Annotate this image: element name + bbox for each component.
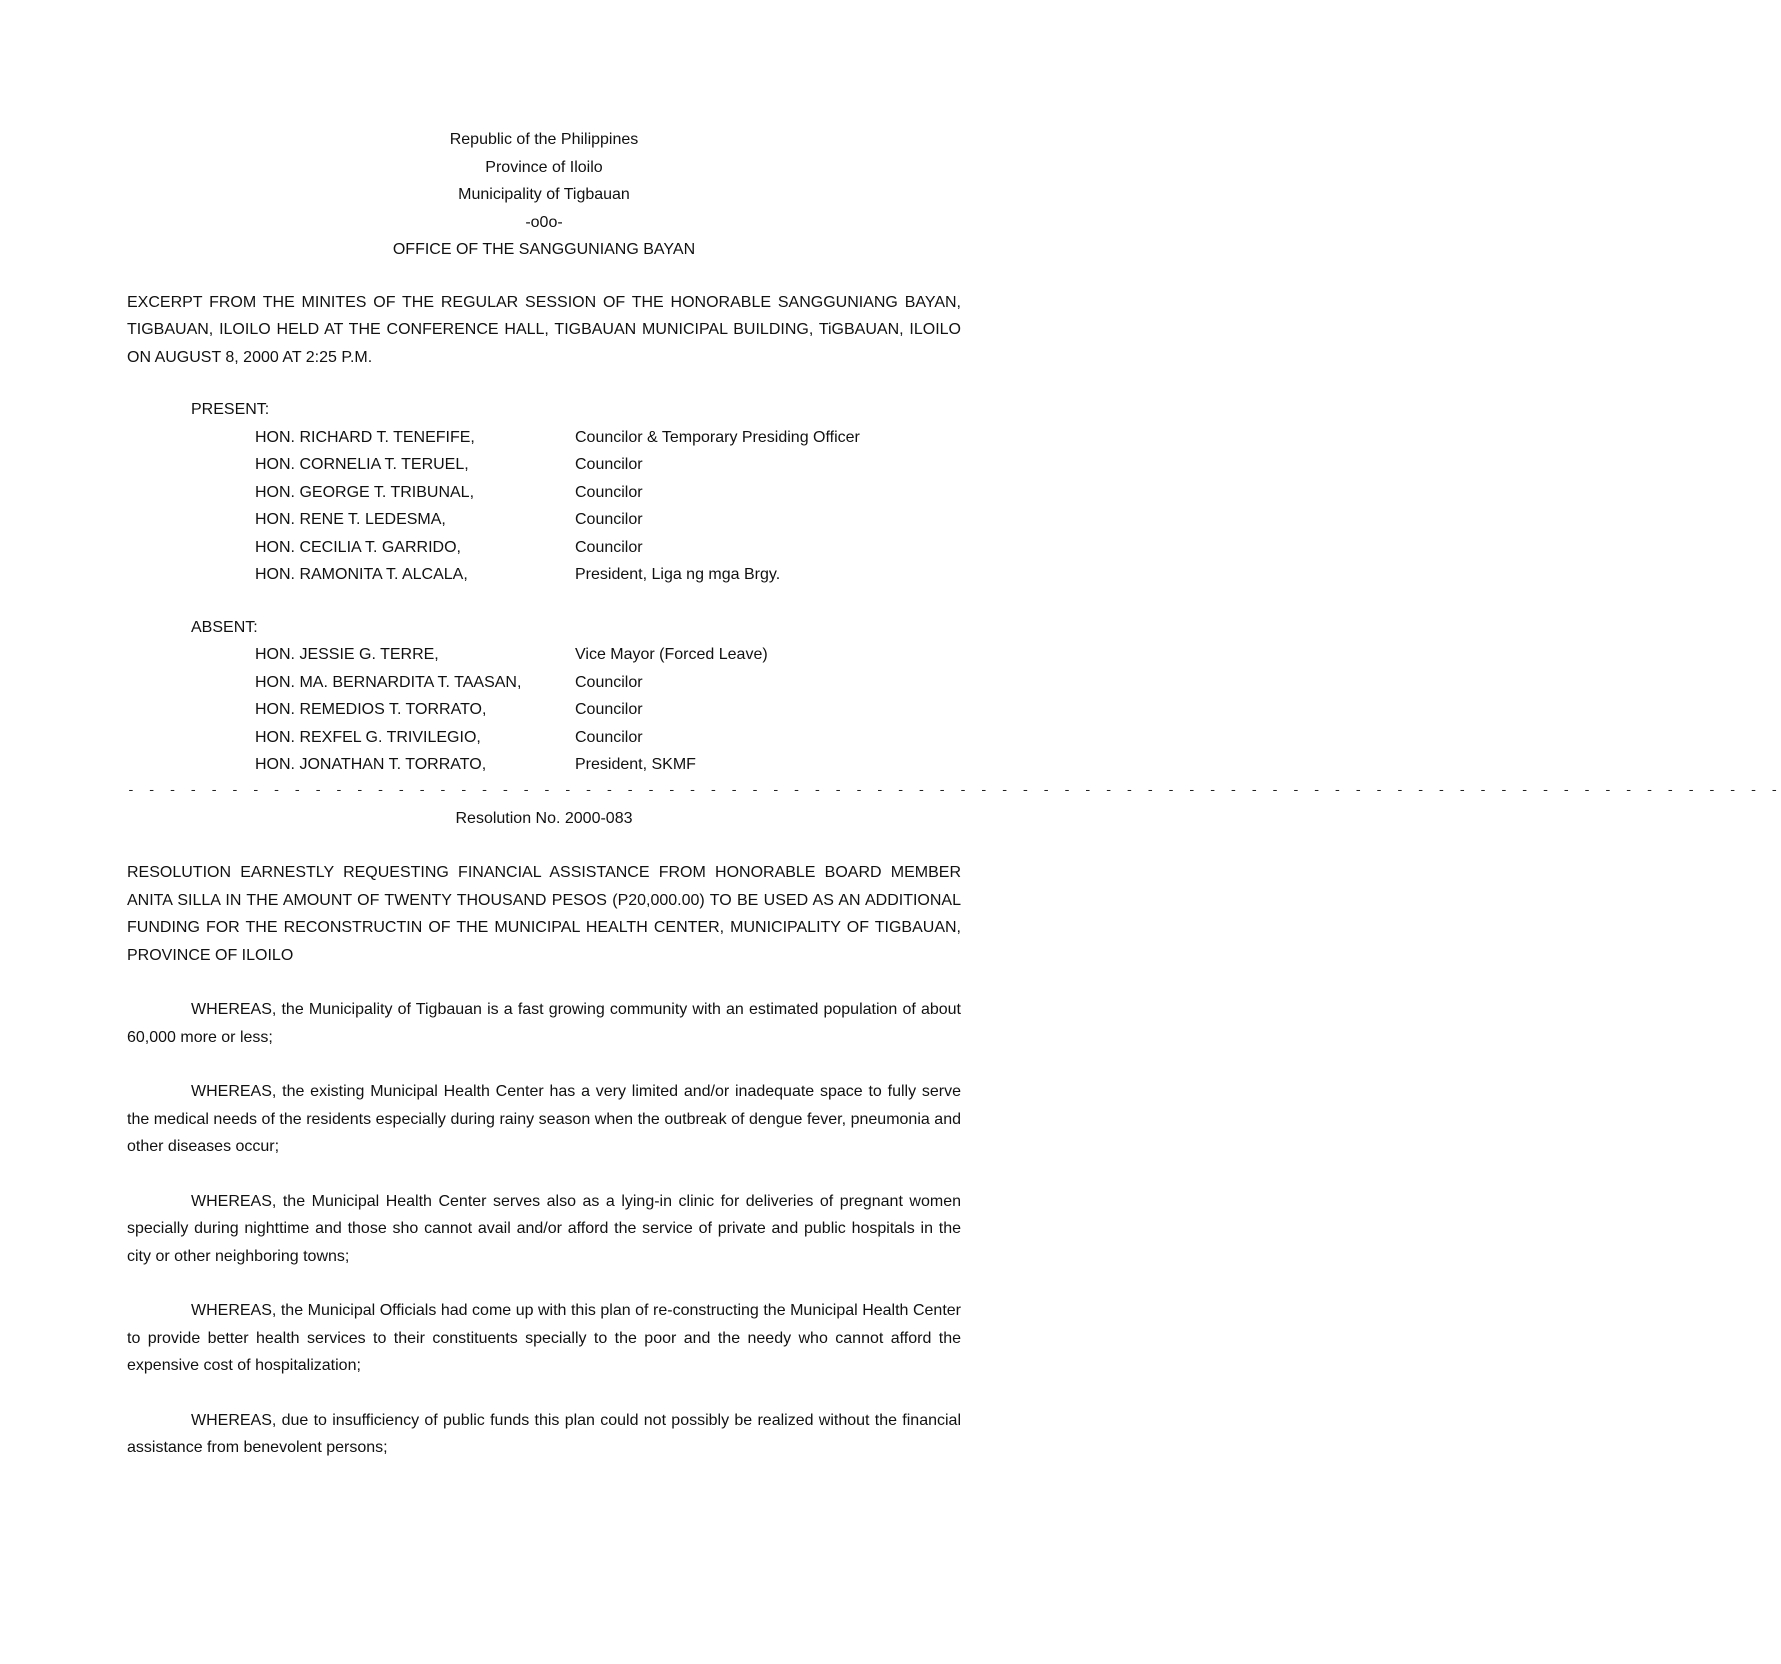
present-section [127, 396, 961, 589]
member-name: HON. REXFEL G. TRIVILEGIO, [255, 728, 481, 746]
member-row [127, 696, 961, 724]
member-name: HON. RENE T. LEDESMA, [255, 511, 446, 528]
member-row [127, 451, 961, 479]
letterhead [127, 126, 961, 264]
header-province: Province of Iloilo [485, 158, 603, 176]
member-position: Councilor [575, 456, 643, 473]
member-name: HON. REMEDIOS T. TORRATO, [255, 701, 487, 718]
whereas-clause: WHEREAS, the Municipal Health Center serves also as a lying-in clinic for deliveries of pregnant women specially during nighttime and those sho cannot avail and/or afford the service of private and public hospitals in the city or other neighboring towns; [127, 1192, 961, 1265]
whereas-clause: WHEREAS, the Municipality of Tigbauan is a fast growing community with an estimated population of about 60,000 more or less; [127, 1001, 961, 1046]
absent-label: ABSENT: [191, 618, 258, 636]
member-row [127, 724, 961, 752]
header-separator: -o0o- [525, 213, 563, 231]
member-position: Vice Mayor (Forced Leave) [575, 646, 768, 663]
absent-section [127, 614, 961, 779]
present-label: PRESENT: [191, 401, 270, 418]
member-position: Councilor [575, 538, 643, 556]
member-position: Councilor [575, 483, 643, 501]
member-row [127, 479, 961, 507]
member-name: HON. JESSIE G. TERRE, [255, 646, 439, 663]
member-name: HON. RICHARD T. TENEFIFE, [255, 428, 475, 446]
whereas-clause: WHEREAS, the existing Municipal Health Center has a very limited and/or inadequate space to fully serve the medical needs of the residents especially during rainy season when the outbreak of dengue fever, pneumonia and other diseases occur; [127, 1083, 961, 1155]
whereas-clause: WHEREAS, the Municipal Officials had come up with this plan of re-constructing the Municipal Health Center to provide better health services to their constituents specially to the poor and the needy who cannot afford the expensive cost of hospitalization; [127, 1302, 961, 1374]
member-position: Councilor [575, 673, 643, 691]
dashed-divider: - - - - - - - - - - - - - - - - - - - - - - - - - - - - - - - - - - - - - - - - - - - - - - - - - - - - - - - - - - - - - - - - - - - - - - - - - - - - - - - - [127, 782, 1781, 798]
member-position: Councilor [575, 701, 643, 718]
whereas-clause: WHEREAS, due to insufficiency of public funds this plan could not possibly be realized without the financial assistance from benevolent persons; [127, 1411, 961, 1456]
member-position: Councilor [575, 511, 643, 528]
member-row [127, 669, 961, 697]
member-row [127, 641, 961, 669]
member-name: HON. CECILIA T. GARRIDO, [255, 538, 461, 556]
header-municipality: Municipality of Tigbauan [458, 186, 630, 203]
member-name: HON. RAMONITA T. ALCALA, [255, 566, 468, 583]
resolution-title: RESOLUTION EARNESTLY REQUESTING FINANCIAL ASSISTANCE FROM HONORABLE BOARD MEMBER ANITA SILLA IN THE AMOUNT OF TWENTY THOUSAND PESOS (P20,000.00) TO BE USED AS AN ADDITIONAL FUNDING FOR THE RECONSTRUCTIN OF THE MUNICIPAL HEALTH CENTER, MUNICIPALITY OF TIGBAUAN, PROVINCE OF ILOILO [127, 864, 961, 964]
member-name: HON. GEORGE T. TRIBUNAL, [255, 483, 475, 501]
member-row [127, 534, 961, 562]
header-office: OFFICE OF THE SANGGUNIANG BAYAN [392, 241, 696, 258]
member-row [127, 424, 961, 452]
resolution-number: Resolution No. 2000-083 [455, 809, 633, 827]
member-position: Councilor [575, 728, 643, 746]
member-name: HON. MA. BERNARDITA T. TAASAN, [255, 673, 522, 691]
member-position: Councilor & Temporary Presiding Officer [575, 428, 860, 446]
member-name: HON. JONATHAN T. TORRATO, [255, 756, 487, 773]
member-row [127, 506, 961, 534]
member-name: HON. CORNELIA T. TERUEL, [255, 456, 469, 473]
member-row [127, 751, 961, 779]
header-country: Republic of the Philippines [449, 131, 639, 148]
member-row [127, 561, 961, 589]
member-position: President, SKMF [575, 756, 696, 773]
excerpt-paragraph: EXCERPT FROM THE MINITES OF THE REGULAR SESSION OF THE HONORABLE SANGGUNIANG BAYAN, TIGBAUAN, ILOILO HELD AT THE CONFERENCE HALL, TIGBAUAN MUNICIPAL BUILDING, TiGBAUAN, ILOILO ON AUGUST 8, 2000 AT 2:25 P.M. [127, 293, 961, 366]
member-position: President, Liga ng mga Brgy. [575, 566, 781, 583]
